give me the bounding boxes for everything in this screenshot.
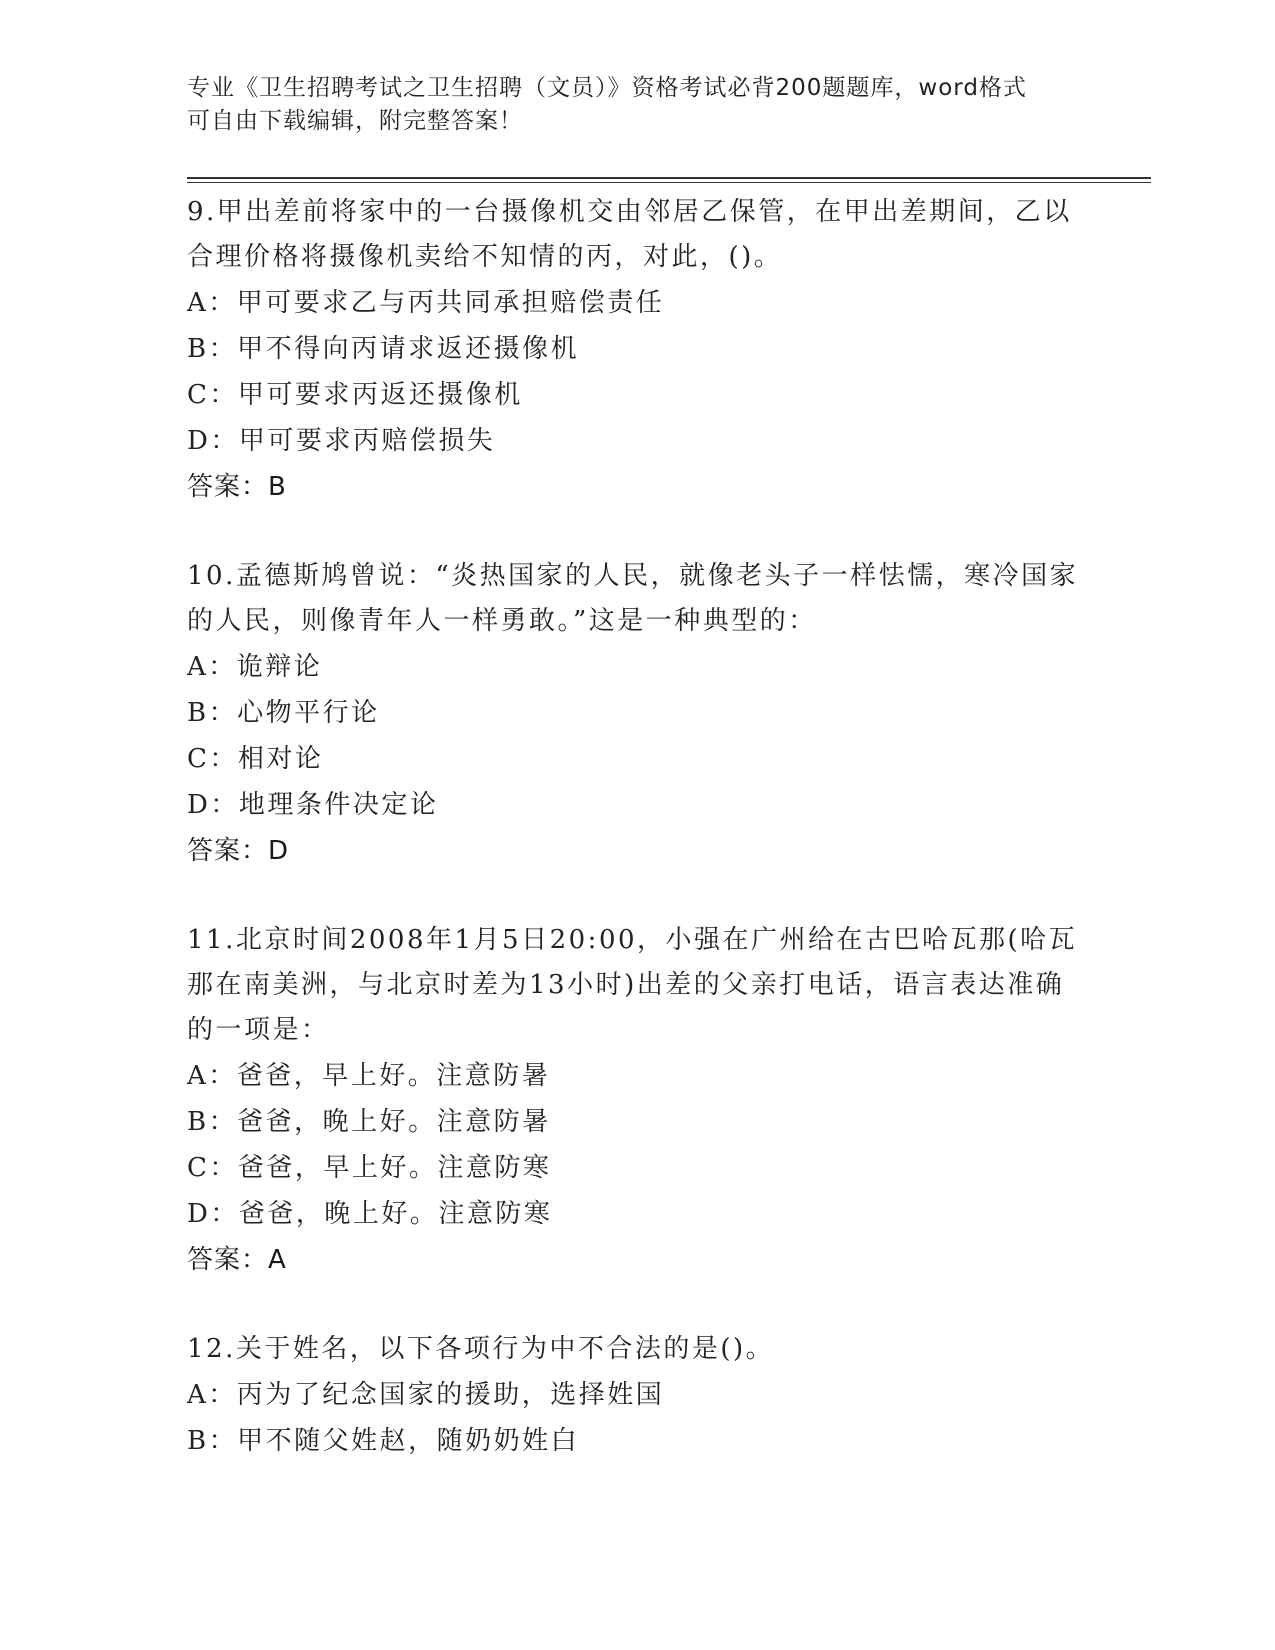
option-d: D：甲可要求丙赔偿损失 — [187, 426, 496, 456]
option-b: B：心物平行论 — [187, 698, 380, 728]
answer-line: 答案：A — [187, 1245, 287, 1275]
option-a: A：爸爸，早上好。注意防暑 — [187, 1061, 551, 1091]
question-9 — [187, 190, 1087, 510]
option-c: C：相对论 — [187, 744, 324, 774]
document-header — [187, 72, 1067, 138]
question-10 — [187, 554, 1087, 874]
header-divider-thick — [187, 177, 1151, 179]
question-11 — [187, 918, 1087, 1283]
question-list — [187, 190, 1087, 1508]
option-b: B：甲不得向丙请求返还摄像机 — [187, 334, 580, 364]
option-d: D：地理条件决定论 — [187, 790, 439, 820]
question-stem: 10.孟德斯鸠曾说：“炎热国家的人民，就像老头子一样怯懦，寒冷国家的人民，则像青年人一样勇敢。”这是一种典型的： — [187, 561, 1079, 636]
question-stem: 11.北京时间2008年1月5日20:00，小强在广州给在古巴哈瓦那(哈瓦那在南美洲，与北京时差为13小时)出差的父亲打电话，语言表达准确的一项是： — [187, 925, 1078, 1045]
question-12 — [187, 1327, 1087, 1464]
answer-line: 答案：B — [187, 472, 287, 502]
option-a: A：丙为了纪念国家的援助，选择姓国 — [187, 1380, 665, 1410]
question-stem: 12.关于姓名，以下各项行为中不合法的是()。 — [187, 1334, 775, 1364]
option-b: B：爸爸，晚上好。注意防暑 — [187, 1107, 551, 1137]
option-d: D：爸爸，晚上好。注意防寒 — [187, 1199, 553, 1229]
option-a: A：甲可要求乙与丙共同承担赔偿责任 — [187, 288, 665, 318]
option-c: C：爸爸，早上好。注意防寒 — [187, 1153, 552, 1183]
option-a: A：诡辩论 — [187, 652, 323, 682]
question-stem: 9.甲出差前将家中的一台摄像机交由邻居乙保管，在甲出差期间，乙以合理价格将摄像机卖给不知情的丙，对此，()。 — [187, 197, 1072, 272]
header-title-line-2: 可自由下载编辑，附完整答案！ — [187, 108, 523, 134]
header-title-line-1: 专业《卫生招聘考试之卫生招聘（文员）》资格考试必背200题题库，word格式 — [187, 75, 1027, 101]
header-divider-thin — [187, 182, 1151, 183]
answer-line: 答案：D — [187, 836, 290, 866]
option-b: B：甲不随父姓赵，随奶奶姓白 — [187, 1426, 580, 1456]
option-c: C：甲可要求丙返还摄像机 — [187, 380, 523, 410]
